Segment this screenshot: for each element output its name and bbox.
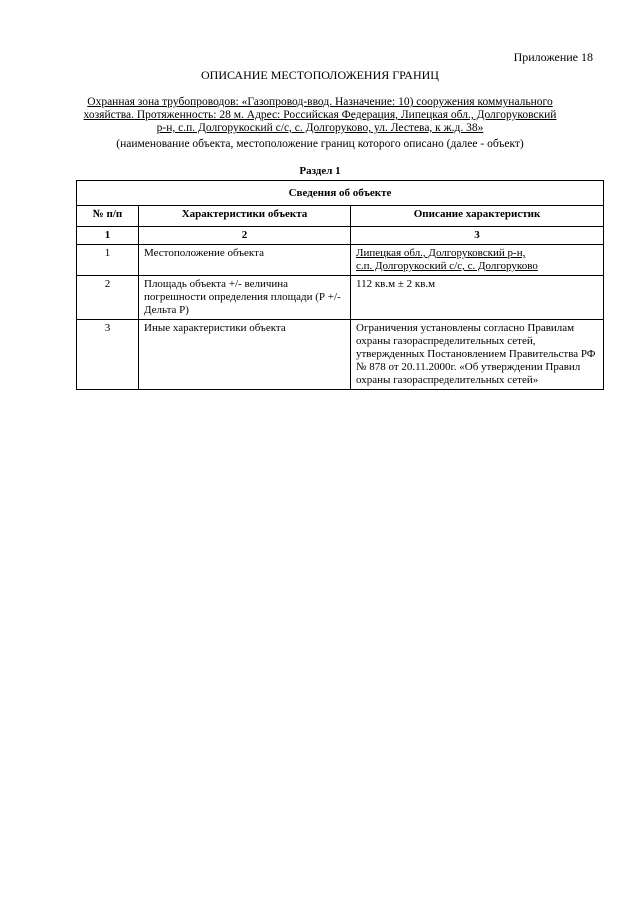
row-description: Ограничения установлены согласно Правилам охраны газораспределительных сетей, утвержденных Постановлением Правительства РФ № 878 от 20.11.2000г. «Об утверждении Правил охраны газораспределительных сетей» [351, 320, 604, 390]
row-description: 112 кв.м ± 2 кв.м [351, 276, 604, 320]
object-info-table [76, 180, 604, 390]
row-description [351, 245, 604, 276]
section-title: Раздел 1 [299, 165, 341, 177]
table-row [77, 245, 604, 276]
description-line-2: с.п. Долгорукоский с/с, с. Долгоруково [356, 260, 538, 272]
row-characteristic: Местоположение объекта [139, 245, 351, 276]
row-number: 1 [77, 245, 139, 276]
object-caption: (наименование объекта, местоположение границ которого описано (далее - объект) [116, 138, 524, 150]
row-number: 3 [77, 320, 139, 390]
object-name: Охранная зона трубопроводов: «Газопровод-ввод. Назначение: 10) сооружения коммунального хозяйства. Протяженность: 28 м. Адрес: Российская Федерация, Липецкая обл., Долгоруковский р-н, с.п. Долгорукоский с/с, с. Долгоруково, ул. Лестева, к ж.д. 38» [83, 96, 557, 134]
table-row [77, 276, 604, 320]
table-column-numbers-row [77, 227, 604, 245]
document-title: ОПИСАНИЕ МЕСТОПОЛОЖЕНИЯ ГРАНИЦ [201, 68, 439, 82]
column-number-3: 3 [351, 227, 604, 245]
table-caption: Сведения об объекте [77, 181, 604, 206]
header-description: Описание характеристик [351, 206, 604, 227]
table-header-row [77, 206, 604, 227]
column-number-2: 2 [139, 227, 351, 245]
row-number: 2 [77, 276, 139, 320]
table-caption-row [77, 181, 604, 206]
row-characteristic: Иные характеристики объекта [139, 320, 351, 390]
description-line-1: Липецкая обл., Долгоруковский р-н, [356, 247, 526, 259]
table-row [77, 320, 604, 390]
row-characteristic: Площадь объекта +/- величина погрешности определения площади (Р +/- Дельта Р) [139, 276, 351, 320]
column-number-1: 1 [77, 227, 139, 245]
appendix-label: Приложение 18 [513, 50, 593, 64]
header-number: № п/п [77, 206, 139, 227]
header-characteristic: Характеристики объекта [139, 206, 351, 227]
